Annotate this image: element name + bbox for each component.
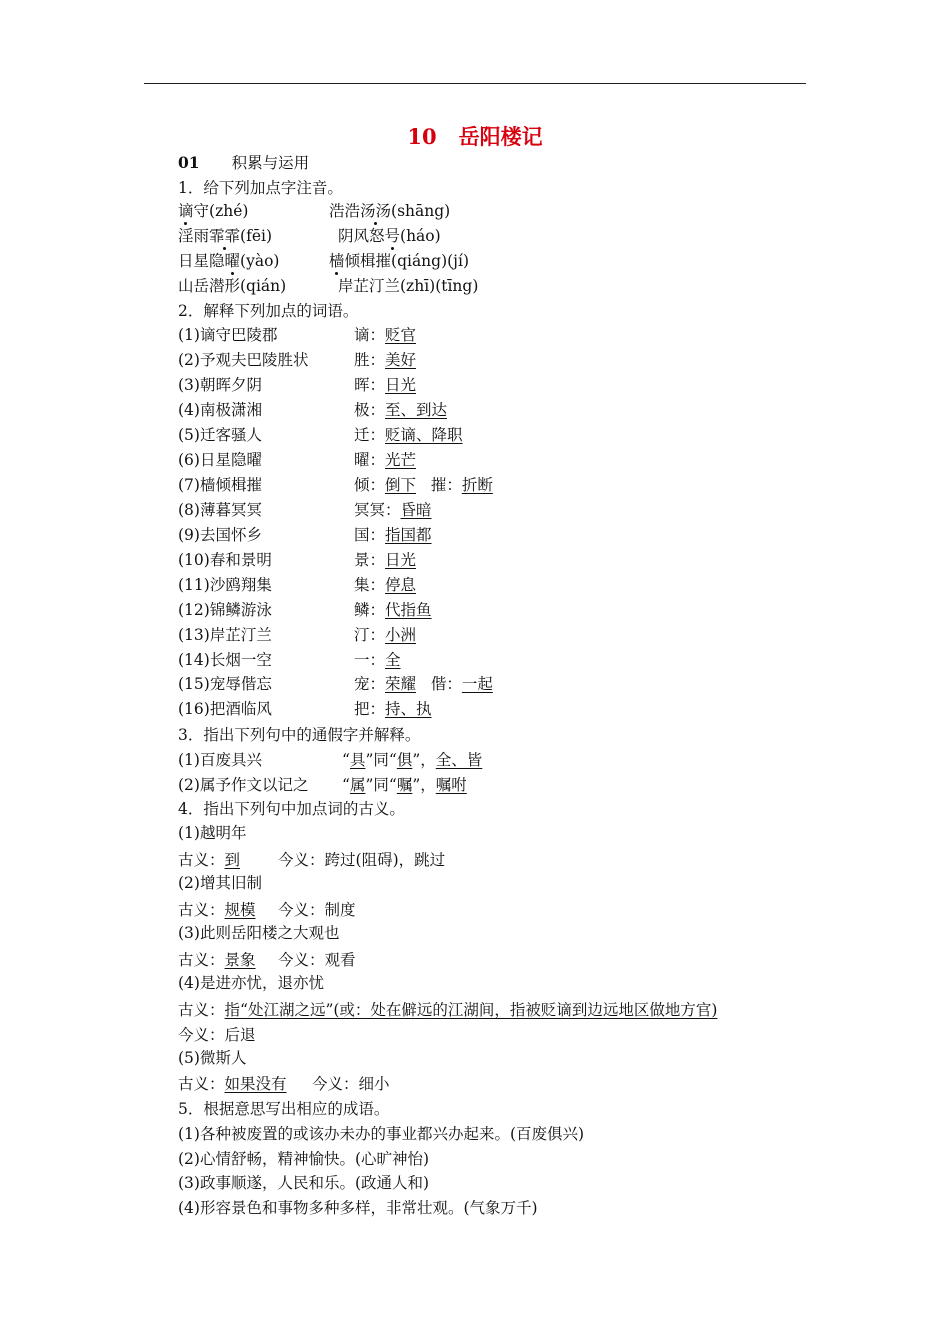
q2-item: (7)樯倾楫摧 倾：倒下 摧：折断: [178, 476, 493, 494]
q4-heading: 4．指出下列句中加点词的古义。: [178, 800, 405, 818]
q4-sentence: (2)增其旧制: [178, 874, 262, 892]
q2-item: (12)锦鳞游泳 鳞：代指鱼: [178, 601, 432, 619]
q2-item: (11)沙鸥翔集 集：停息: [178, 576, 417, 594]
page-title: [0, 124, 950, 150]
q5-item: (2)心情舒畅，精神愉快。(心旷神怡): [178, 1150, 430, 1168]
q2-item: (10)春和景明 景：日光: [178, 551, 417, 569]
q5-item: (1)各种被废置的或该办未办的事业都兴办起来。(百废俱兴): [178, 1125, 585, 1143]
q2-item: (8)薄暮冥冥 冥冥：昏暗: [178, 501, 432, 519]
q4-meaning: 古义：到 今义：跨过(阻碍)，跳过: [178, 851, 446, 869]
q3-item: (1)百废具兴 “具”同“俱”，全、皆: [178, 751, 483, 769]
q4-modern: 今义：后退: [178, 1026, 256, 1044]
q4-sentence: (3)此则岳阳楼之大观也: [178, 924, 340, 942]
q4-meaning: 古义：景象 今义：观看: [178, 951, 356, 969]
q2-item: (6)日星隐曜 曜：光芒: [178, 451, 417, 469]
q4-sentence: (5)微斯人: [178, 1049, 247, 1067]
q2-item: (15)宠辱偕忘 宠：荣耀 偕：一起: [178, 675, 493, 693]
q1-item: 日星隐曜(yào) 樯倾楫摧(qiáng)(jí): [178, 252, 469, 270]
q2-heading: 2．解释下列加点的词语。: [178, 302, 359, 320]
q4-meaning: 古义：如果没有 今义：细小: [178, 1075, 390, 1093]
q3-item: (2)属予作文以记之 “属”同“嘱”，嘱咐: [178, 776, 467, 794]
q2-item: (9)去国怀乡 国：指国都: [178, 526, 432, 544]
q2-item: (4)南极潇湘 极：至、到达: [178, 401, 448, 419]
q3-heading: 3．指出下列句中的通假字并解释。: [178, 726, 421, 744]
q2-item: (13)岸芷汀兰 汀：小洲: [178, 626, 417, 644]
q1-item: 淫雨霏霏(fēi) 阴风怒号(háo): [178, 227, 441, 245]
q4-sentence: (1)越明年: [178, 824, 247, 842]
q2-item: (16)把酒临风 把：持、执: [178, 700, 432, 718]
q4-sentence: (4)是进亦忧，退亦忧: [178, 974, 324, 992]
q2-item: (14)长烟一空 一：全: [178, 651, 401, 669]
section-heading: 01 积累与运用: [178, 153, 310, 172]
q4-meaning: 古义：规模 今义：制度: [178, 901, 356, 919]
q2-item: (5)迁客骚人 迁：贬谪、降职: [178, 426, 463, 444]
q2-item: (3)朝晖夕阴 晖：日光: [178, 376, 417, 394]
q5-item: (3)政事顺遂，人民和乐。(政通人和): [178, 1174, 430, 1192]
q2-item: (2)予观夫巴陵胜状 胜：美好: [178, 351, 417, 369]
q5-item: (4)形容景色和事物多种多样，非常壮观。(气象万千): [178, 1199, 538, 1217]
q1-item: 山岳潜形(qián) 岸芷汀兰(zhī)(tīng): [178, 277, 479, 295]
q1-heading: 1．给下列加点字注音。: [178, 179, 343, 197]
q5-heading: 5．根据意思写出相应的成语。: [178, 1100, 390, 1118]
q1-item: 谪守(zhé) 浩浩汤汤(shāng): [178, 202, 451, 220]
header-rule: [144, 83, 806, 84]
q4-meaning: 古义：指“处江湖之远”(或：处在僻远的江湖间，指被贬谪到边远地区做地方官): [178, 1001, 718, 1019]
lesson-number: 10: [407, 124, 437, 149]
lesson-title: 岳阳楼记: [458, 124, 543, 149]
q2-item: (1)谪守巴陵郡 谪：贬官: [178, 326, 417, 344]
